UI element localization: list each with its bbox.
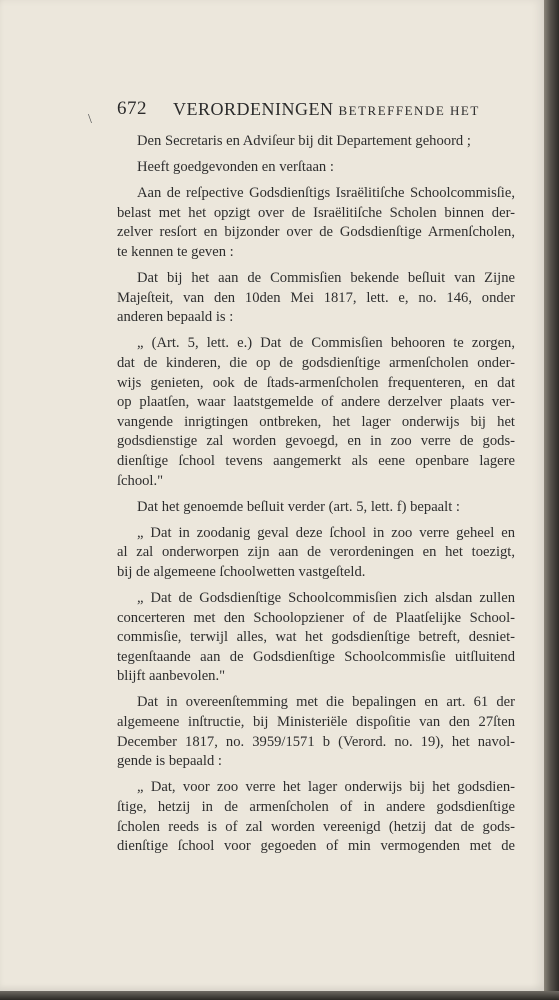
text-line: Dat het genoemde beſluit verder (art. 5, lett. f) bepaalt : [137, 498, 460, 515]
text-line: te kennen te geven : [117, 243, 234, 260]
text-line: Majeſteit, van den 10den Mei 1817, lett. e, no. 146, onder [117, 289, 515, 306]
text-line: Den Secretaris en Adviſeur bij dit Departement gehoord ; [137, 133, 471, 149]
page-number: 672 [117, 98, 147, 119]
text-line: ſcholen reeds is of zal worden vereenigd (hetzij dat de gods- [117, 818, 515, 835]
text-line: „ Dat in zoodanig geval deze ſchool in zoo verre geheel en [137, 524, 515, 541]
running-title-main: VERORDENINGEN [173, 99, 334, 119]
body-text [117, 132, 515, 857]
text-line: wijs genieten, ook de ſtads-armenſcholen frequenteren, en dat [117, 374, 515, 391]
text-line: belast met het opzigt over de Israëlitiſche Scholen binnen der- [117, 204, 515, 221]
running-title-small: BETREFFENDE HET [338, 103, 480, 118]
text-line: dat de kinderen, die op de godsdienſtige armenſcholen onder- [117, 354, 515, 371]
text-line: Dat bij het aan de Commisſien bekende beſluit van Zijne [137, 270, 515, 287]
text-line: Heeft goedgevonden en verſtaan : [137, 159, 334, 176]
text-line: commisſie, terwijl alles, wat het godsdienſtige betreft, desniet- [117, 629, 515, 646]
text-line: ſchool." [117, 472, 164, 489]
text-line: „ Dat, voor zoo verre het lager onderwijs bij het godsdien- [137, 779, 515, 796]
text-line: ſtige, hetzij in de armenſcholen of in andere godsdienſtige [117, 798, 515, 815]
text-line: blijft aanbevolen." [117, 668, 226, 685]
text-line: bij de algemeene ſchoolwetten vastgeſteld. [117, 563, 366, 580]
text-line: vangende inrigtingen ontbreken, het lager onderwijs bij het [117, 413, 515, 430]
text-line: Aan de reſpective Godsdienſtigs Israëlitiſche Schoolcommisſie, [137, 185, 515, 202]
text-line: anderen bepaald is : [117, 309, 234, 326]
running-title [173, 99, 480, 120]
running-header [117, 98, 517, 124]
text-line: dienſtige ſchool tevens aangemerkt als eene openbare lagere [117, 452, 515, 469]
text-line: op plaatſen, waar laatstgemelde of andere derzelver plaats ver- [117, 394, 515, 411]
text-line: Dat in overeenſtemming met die bepalingen en art. 61 der [137, 694, 515, 711]
page-edge-right [544, 0, 559, 1000]
page-edge-bottom [0, 991, 559, 1000]
text-line: December 1817, no. 3959/1571 b (Verord. no. 19), het navol- [117, 733, 515, 750]
text-line: dienſtige ſchool voor gegoeden of min vermogenden met de [117, 838, 515, 855]
text-line: tegenſtaande aan de Godsdienſtige Schoolcommisſie uitſluitend [117, 648, 515, 665]
text-line: „ (Art. 5, lett. e.) Dat de Commisſien behooren te zorgen, [137, 335, 515, 352]
text-line: „ Dat de Godsdienſtige Schoolcommisſien zich alsdan zullen [137, 589, 515, 606]
margin-mark: \ [88, 112, 92, 127]
text-line: godsdienstige zal worden gevoegd, en in zoo verre de gods- [117, 433, 515, 450]
text-line: gende is bepaald : [117, 753, 222, 770]
text-line: concerteren met den Schoolopziener of de Plaatſelijke School- [117, 609, 515, 626]
text-line: zelver resſort en bijzonder over de Godsdienſtige Armenſcholen, [117, 224, 515, 241]
text-line: al zal onderworpen zijn aan de verordeningen en het toezigt, [117, 544, 515, 561]
text-line: algemeene inſtructie, bij Ministeriële dispoſitie van den 27ſten [117, 714, 515, 731]
